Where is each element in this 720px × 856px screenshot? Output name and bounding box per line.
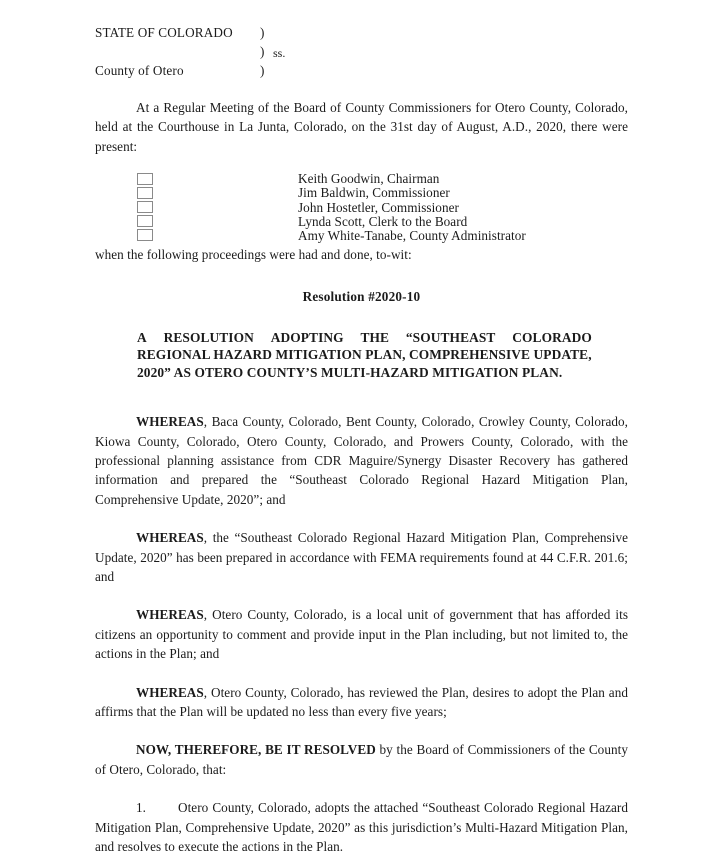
intro-paragraph: At a Regular Meeting of the Board of County Commissioners for Otero County, Colorado, held at the Courthouse in La Junta, Colorado, on the 31st day of August, A.D., 2020, there were present: [95, 100, 628, 154]
checkbox-icon[interactable] [137, 215, 153, 227]
whereas-lead: WHEREAS [136, 414, 204, 430]
whereas-text: , Otero County, Colorado, has reviewed the Plan, desires to adopt the Plan and affirms that the Plan will be updated no less than every five years; [95, 684, 628, 719]
whereas-text: , Otero County, Colorado, is a local unit of government that has afforded its citizens an opportunity to comment and provide input in the Plan including, but not limited to, the actions in the Plan; and [95, 607, 628, 662]
county-line: County of Otero [95, 63, 184, 78]
item-number: 1. [136, 800, 146, 816]
whereas-lead: WHEREAS [136, 607, 204, 623]
resolution-title-line-2: REGIONAL HAZARD MITIGATION PLAN, COMPREHENSIVE UPDATE, [137, 347, 592, 363]
attendee-checkbox-column [137, 173, 153, 243]
item-text: Otero County, Colorado, adopts the attached “Southeast Colorado Regional Hazard Mitigation Plan, Comprehensive Update, 2020” as this jurisdiction’s Multi-Hazard Mitigation Plan, and resolves to execute the actions in the Plan. [95, 800, 628, 855]
venue-caption-block [95, 22, 628, 80]
spacer [95, 664, 628, 683]
spacer [95, 721, 628, 740]
attendee-name: Jim Baldwin, Commissioner [298, 185, 450, 201]
attendee-name: John Hostetler, Commissioner [298, 199, 459, 215]
whereas-clause [95, 605, 628, 663]
title-word: COLORADO [512, 329, 592, 345]
spacer [95, 779, 628, 798]
resolved-text: by the Board of Commissioners of the County of Otero, Colorado, that: [95, 742, 628, 777]
whereas-text: , Baca County, Colorado, Bent County, Colorado, Crowley County, Colorado, Kiowa County, Colorado, Otero County, Colorado, and Prowers County, Colorado, with the professional planning assistance from CDR Maguire/Synergy Disaster Recovery has gathered information and prepared the “Southeast Colorado Regional Hazard Mitigation Plan, Comprehensive Update, 2020”; and [95, 414, 628, 507]
resolved-clause [95, 740, 628, 779]
title-word: ADOPTING [270, 329, 344, 345]
title-word: A [137, 329, 147, 345]
spacer [95, 381, 628, 412]
whereas-lead: WHEREAS [136, 684, 204, 700]
checkbox-icon[interactable] [137, 229, 153, 241]
checkbox-icon[interactable] [137, 173, 153, 185]
numbered-item [95, 798, 628, 856]
title-word: RESOLUTION [163, 329, 254, 345]
attendee-name-column [298, 172, 526, 243]
resolved-lead: NOW, THEREFORE, BE IT RESOLVED [136, 742, 376, 758]
resolution-title [137, 329, 592, 382]
attendee-name: Amy White-Tanabe, County Administrator [298, 228, 526, 244]
whereas-clause [95, 683, 628, 722]
title-word: “SOUTHEAST [405, 329, 496, 345]
resolution-title-line-1 [137, 329, 592, 347]
caption-paren-middle: ) [260, 44, 265, 59]
spacer [95, 509, 628, 528]
resolution-title-line-3: 2020” AS OTERO COUNTY’S MULTI-HAZARD MITIGATION PLAN. [137, 364, 563, 380]
caption-paren-bottom: ) [260, 63, 265, 78]
resolution-number: Resolution #2020-10 [302, 288, 421, 304]
proceedings-line: when the following proceedings were had and done, to-wit: [95, 247, 412, 263]
whereas-clause [95, 412, 628, 509]
ss-mark: ss. [273, 46, 286, 60]
caption-paren-top: ) [260, 25, 265, 40]
checkbox-icon[interactable] [137, 187, 153, 199]
document-body [95, 22, 628, 856]
title-word: THE [360, 329, 390, 345]
state-line: STATE OF COLORADO [95, 25, 233, 40]
spacer [95, 80, 628, 98]
whereas-lead: WHEREAS [136, 530, 204, 546]
attendee-roster [95, 173, 628, 245]
attendee-name: Keith Goodwin, Chairman [298, 171, 440, 187]
attendee-name: Lynda Scott, Clerk to the Board [298, 213, 468, 229]
whereas-clause [95, 528, 628, 586]
checkbox-icon[interactable] [137, 201, 153, 213]
whereas-text: , the “Southeast Colorado Regional Hazard Mitigation Plan, Comprehensive Update, 2020” has been prepared in accordance with FEMA requirements found at 44 C.F.R. 201.6; and [95, 530, 628, 584]
spacer [95, 586, 628, 605]
